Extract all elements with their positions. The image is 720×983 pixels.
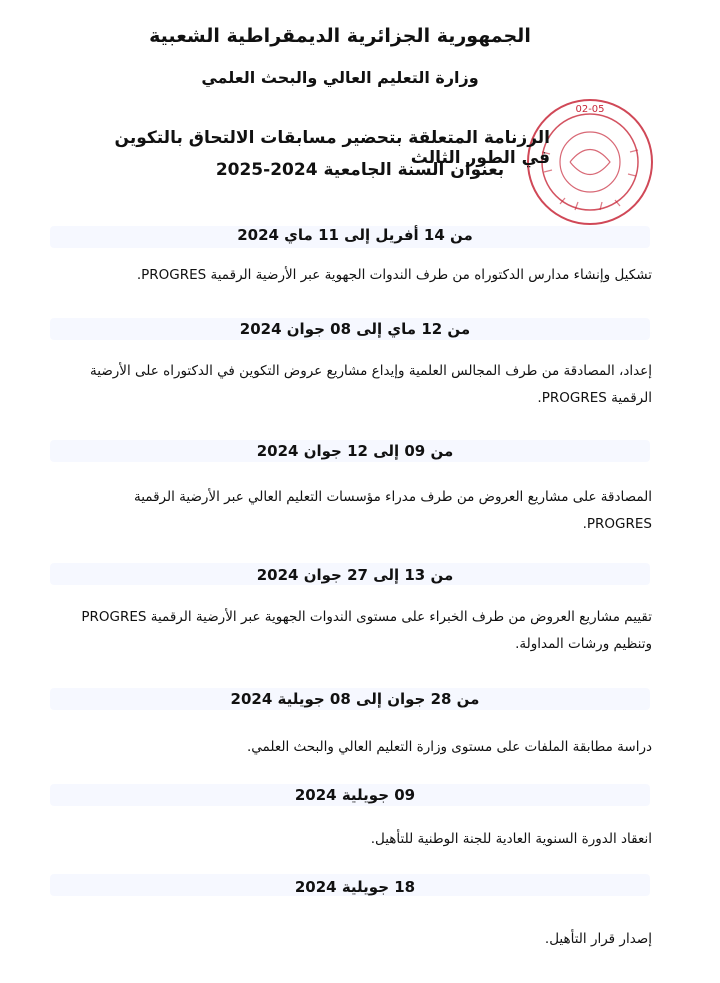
schedule-date: من 13 إلى 27 جوان 2024 (256, 566, 454, 584)
schedule-date: من 09 إلى 12 جوان 2024 (256, 442, 454, 460)
schedule-description: دراسة مطابقة الملفات على مستوى وزارة التعليم العالي والبحث العلمي. (247, 739, 652, 755)
schedule-date: من 14 أفريل إلى 11 ماي 2024 (237, 226, 473, 244)
schedule-description: المصادقة على مشاريع العروض من طرف مدراء مؤسسات التعليم العالي عبر الأرضية الرقمية PROGRES. (133, 489, 652, 532)
document-title-line1: الرزنامة المتعلقة بتحضير مسابقات الالتحاق بالتكوين في الطور الثالث (114, 128, 550, 168)
schedule-date: من 12 ماي إلى 08 جوان 2024 (239, 320, 471, 338)
ministry-heading: وزارة التعليم العالي والبحث العلمي (201, 68, 479, 87)
schedule-description: تقييم مشاريع العروض من طرف الخبراء على مستوى الندوات الجهوية عبر الأرضية الرقمية PROGRES وتنظيم ورشات المداولة. (81, 609, 652, 652)
schedule-description: تشكيل وإنشاء مدارس الدكتوراه من طرف الندوات الجهوية عبر الأرضية الرقمية PROGRES. (136, 267, 652, 283)
schedule-date: 18 جويلية 2024 (294, 878, 416, 896)
schedule-date: من 28 جوان إلى 08 جويلية 2024 (230, 690, 480, 708)
schedule-date: 09 جويلية 2024 (294, 786, 416, 804)
schedule-description: إصدار قرار التأهيل. (544, 931, 652, 947)
republic-heading: الجمهورية الجزائرية الديمقراطية الشعبية (149, 25, 531, 47)
document-title-line2: بعنوان السنة الجامعية 2024-2025 (215, 160, 505, 180)
schedule-description: انعقاد الدورة السنوية العادية للجنة الوطنية للتأهيل. (370, 831, 652, 847)
stamp-number: 02-05 (575, 104, 605, 115)
schedule-description: إعداد، المصادقة من طرف المجالس العلمية وإيداع مشاريع عروض التكوين في الدكتوراه على الأرضية الرقمية PROGRES. (90, 363, 652, 406)
